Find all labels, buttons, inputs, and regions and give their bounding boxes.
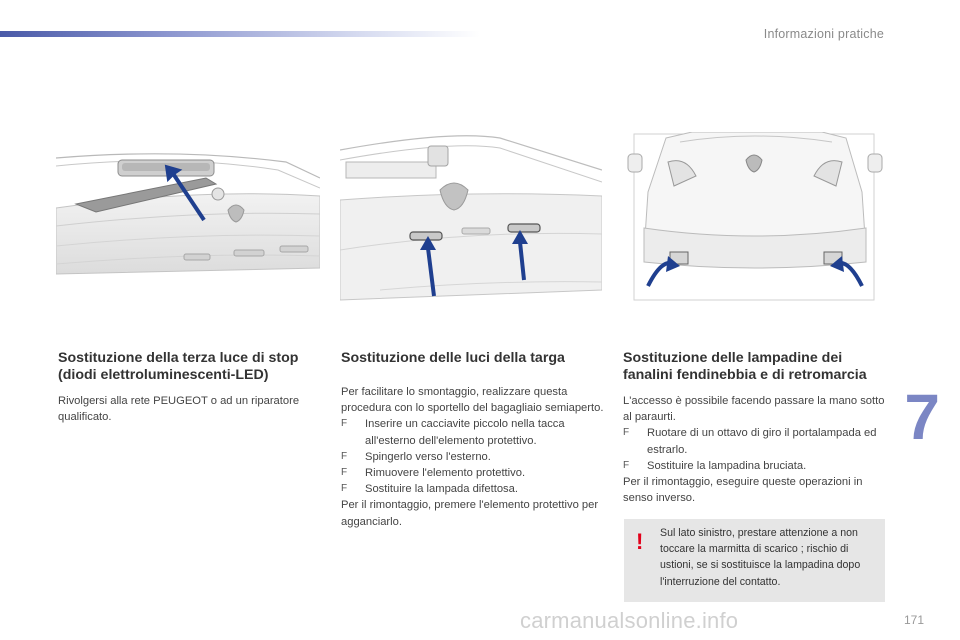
section-outro: Per il rimontaggio, premere l'elemento protettivo per agganciarlo.: [341, 499, 599, 528]
watermark: carmanualsonline.info: [520, 608, 739, 633]
section-body: Rivolgersi alla rete PEUGEOT o ad un riparatore qualificato.: [58, 395, 300, 424]
illustration-plate-lights: [340, 130, 602, 306]
list-item: F Ruotare di un ottavo di giro il portalampada ed estrarlo.: [623, 427, 877, 456]
section-outro: Per il rimontaggio, eseguire queste operazioni in senso inverso.: [623, 476, 863, 505]
warning-icon: !: [636, 529, 644, 554]
list-item: F Sostituire la lampada difettosa.: [341, 481, 605, 497]
section-title: Sostituzione delle lampadine dei fanalini fendinebbia e di retromarcia: [623, 350, 867, 383]
bullet-icon: F: [341, 483, 348, 495]
chapter-number: 7: [904, 381, 940, 453]
list-item: F Spingerlo verso l'esterno.: [341, 449, 605, 465]
illustration-third-brake-light: [56, 148, 320, 276]
page-number: 171: [903, 613, 924, 627]
warning-text: Sul lato sinistro, prestare attenzione a non toccare la marmitta di scarico ; rischio di ustioni, se si sostituisce la lampadina dopo l'interruzione del contatto.: [660, 527, 861, 588]
header-bar: [0, 31, 480, 37]
section-intro: Per facilitare lo smontaggio, realizzare questa procedura con lo sportello del bagagliaio semiaperto.: [341, 386, 604, 415]
section-title: Sostituzione della terza luce di stop (diodi elettroluminescenti-LED): [58, 350, 299, 383]
list-item: F Sostituire la lampadina bruciata.: [623, 458, 889, 474]
chapter-title: Informazioni pratiche: [763, 27, 884, 41]
list-item: F Inserire un cacciavite piccolo nella tacca all'esterno dell'elemento protettivo.: [341, 418, 565, 447]
list-item: F Rimuovere l'elemento protettivo.: [341, 465, 605, 481]
warning-box: [624, 519, 885, 602]
bullet-icon: F: [623, 459, 630, 471]
illustration-rear-lamps: [622, 132, 888, 304]
section-third-brake-light: [58, 350, 322, 425]
section-intro: L'accesso è possibile facendo passare la mano sotto al paraurti.: [623, 395, 885, 424]
bullet-icon: F: [341, 418, 348, 430]
bullet-icon: F: [623, 427, 630, 439]
section-fog-reverse-lamps: [623, 350, 889, 506]
section-title: Sostituzione delle luci della targa: [341, 350, 565, 366]
section-plate-lights: [341, 350, 605, 530]
bullet-icon: F: [341, 450, 348, 462]
bullet-icon: F: [341, 467, 348, 479]
